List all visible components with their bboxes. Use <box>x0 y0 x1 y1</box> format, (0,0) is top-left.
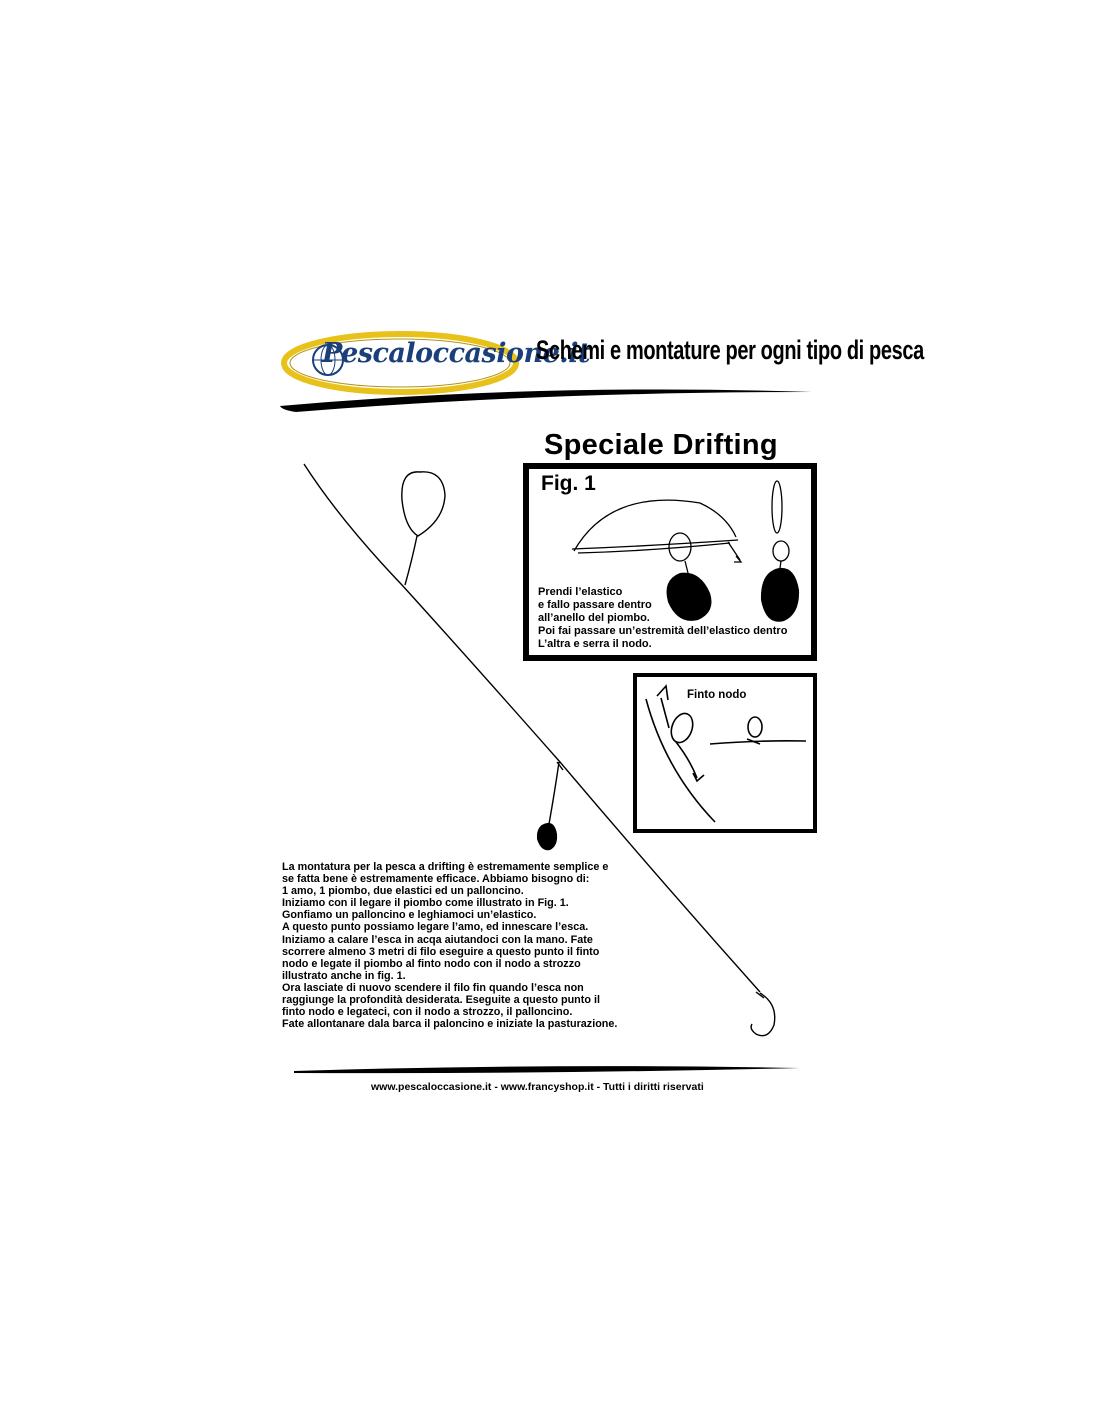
text-line: Iniziamo con il legare il piombo come illustrato in Fig. 1. <box>282 897 569 910</box>
text-line: nodo e legate il piombo al finto nodo con il nodo a strozzo <box>282 957 581 970</box>
text-line: Ora lasciate di nuovo scendere il filo fin quando l’esca non <box>282 981 584 994</box>
caption-line: all’anello del piombo. <box>538 612 650 624</box>
text-line: La montatura per la pesca a drifting è estremamente semplice e <box>282 861 609 873</box>
text-line: Gonfiamo un palloncino e leghiamoci un’elastico. <box>282 909 537 922</box>
page-title: Speciale Drifting <box>544 429 778 461</box>
text-line: illustrato anche in fig. 1. <box>282 969 406 982</box>
text-line: Fate allontanare dala barca il paloncino e iniziate la pasturazione. <box>282 1018 618 1031</box>
footer-text: www.pescaloccasione.it - www.francyshop.it - Tutti i diritti riservati <box>371 1081 704 1093</box>
header-title: Schemi e montature per ogni tipo di pesca <box>536 335 924 365</box>
caption-line: L’altra e serra il nodo. <box>538 638 652 650</box>
caption-line: Prendi l’elastico <box>538 586 623 598</box>
text-line: se fatta bene è estremamente efficace. Abbiamo bisogno di: <box>282 873 590 886</box>
main-sinker-weight <box>537 823 557 850</box>
text-line: Iniziamo a calare l’esca in acqa aiutandoci con la mano. Fate <box>282 933 593 946</box>
figure-1-caption <box>538 586 800 651</box>
figure-2-label: Finto nodo <box>687 689 747 701</box>
hook-icon <box>751 993 775 1036</box>
caption-line: e fallo passare dentro <box>538 599 652 611</box>
text-line: A questo punto possiamo legare l’amo, ed innescare l’esca. <box>282 921 589 934</box>
balloon-icon <box>402 472 445 536</box>
text-line: 1 amo, 1 piombo, due elastici ed un palloncino. <box>282 885 524 898</box>
text-line: scorrere almeno 3 metri di filo eseguire a questo punto il finto <box>282 945 600 958</box>
caption-line: Poi fai passare un’estremità dell’elastico dentro <box>538 625 788 637</box>
text-line: raggiunge la profondità desiderata. Eseguite a questo punto il <box>282 994 600 1007</box>
instructions-text <box>282 861 627 1030</box>
logo-text: Pescaloccasione.it <box>322 338 590 369</box>
figure-1-label: Fig. 1 <box>541 472 596 495</box>
text-line: finto nodo e legateci, con il nodo a strozzo, il palloncino. <box>282 1006 573 1019</box>
